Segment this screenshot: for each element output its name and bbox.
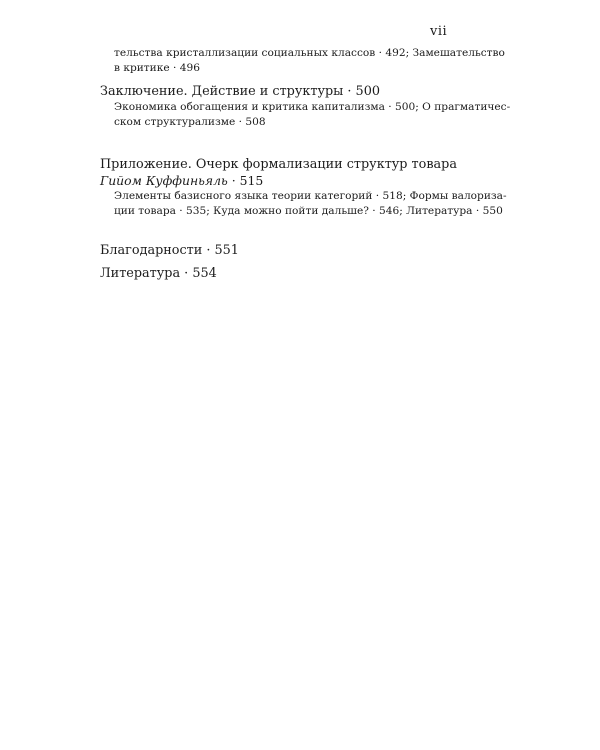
toc-subline: Экономика обогащения и критика капитализма · 500; О прагматичес-	[114, 101, 511, 113]
toc-entry-appendix	[100, 157, 507, 219]
toc-heading: Заключение. Действие и структуры · 500	[100, 84, 380, 99]
toc-heading: Приложение. Очерк формализации структур товара	[100, 157, 458, 172]
table-of-contents	[100, 46, 511, 282]
page-number: vii	[430, 24, 448, 39]
author-name: Гийом Куффиньяль	[100, 173, 228, 188]
toc-back-matter	[100, 243, 460, 282]
toc-entry-conclusion	[100, 84, 511, 130]
toc-author	[100, 173, 460, 189]
toc-subline: ции товара · 535; Куда можно пойти дальше? · 546; Литература · 550	[114, 205, 503, 217]
author-page: · 515	[227, 173, 264, 188]
toc-subline: в критике · 496	[114, 62, 200, 74]
toc-subline: ском структурализме · 508	[114, 116, 266, 128]
toc-continued-entry	[100, 46, 505, 76]
toc-subline: Элементы базисного языка теории категорий · 518; Формы валориза-	[114, 190, 507, 202]
toc-entry-acknowledgements: Благодарности · 551	[100, 243, 239, 258]
toc-entry-bibliography: Литература · 554	[100, 266, 217, 281]
toc-subline: тельства кристаллизации социальных классов · 492; Замешательство	[114, 47, 505, 59]
